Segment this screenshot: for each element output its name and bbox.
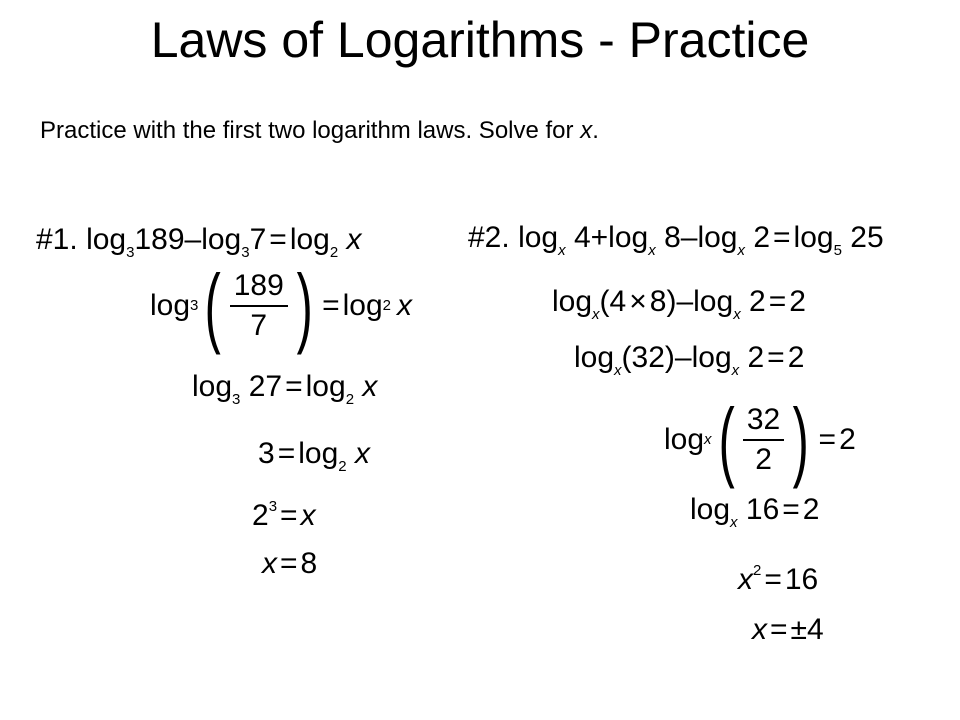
variable: x	[397, 289, 412, 322]
number: 2	[747, 341, 765, 374]
instructions	[40, 113, 599, 149]
instructions-var: x	[580, 117, 593, 144]
plus-sign: +	[590, 221, 609, 254]
equals-sign: =	[269, 223, 287, 256]
base: x	[614, 362, 622, 379]
base: x	[648, 242, 656, 259]
base: 3	[126, 244, 135, 261]
base: 2	[329, 244, 339, 261]
log: log	[664, 423, 705, 456]
equals-sign: =	[767, 341, 785, 374]
base: 3	[241, 244, 250, 261]
base: x	[730, 514, 738, 531]
equals-sign: =	[770, 613, 788, 646]
log: log	[690, 493, 731, 526]
equals-sign: =	[764, 563, 782, 596]
number: 25	[850, 221, 884, 254]
fraction	[230, 267, 288, 345]
log: log	[289, 223, 330, 256]
left-paren: (	[204, 256, 222, 355]
base: 2	[345, 391, 355, 408]
problem-2-line-1	[468, 218, 884, 258]
variable: x	[262, 547, 277, 580]
variable: x	[738, 563, 753, 596]
log: log	[793, 221, 834, 254]
denominator: 2	[755, 443, 772, 476]
variable: x	[354, 437, 370, 470]
number: 27	[248, 370, 283, 403]
denominator: 7	[250, 309, 268, 342]
base: x	[558, 242, 566, 259]
problem-1-line-3	[192, 367, 377, 407]
term: 8)	[649, 285, 677, 318]
log: log	[693, 285, 734, 318]
fraction-group: log 3 ( $\frac{189}{7}$ ) = log 2 x	[150, 256, 412, 355]
minus-sign: –	[184, 223, 202, 256]
exponent: 3	[268, 498, 278, 515]
problem-2-line-6	[738, 560, 818, 600]
numerator: 32	[743, 401, 784, 441]
exponent: 2	[753, 562, 762, 579]
number: 3	[258, 437, 275, 470]
number: 2	[789, 285, 806, 318]
right-paren: )	[792, 390, 809, 489]
equals-sign: =	[285, 370, 303, 403]
base: 3	[232, 391, 241, 408]
number: 8	[300, 547, 318, 580]
equals-sign: =	[322, 289, 340, 322]
log: log	[192, 370, 233, 403]
fraction	[743, 401, 784, 479]
base: x	[737, 242, 745, 259]
left-paren: (	[718, 390, 735, 489]
times-sign: ×	[629, 285, 647, 318]
number: 2	[749, 285, 766, 318]
base: 2	[338, 458, 347, 475]
fraction-group: log x ( $\frac{32}{2}$ ) = 2	[664, 390, 856, 489]
problem-2-line-2	[552, 282, 806, 322]
log: log	[608, 221, 649, 254]
problem-2-line-5	[690, 490, 819, 530]
number: 16	[784, 563, 819, 596]
base: x	[733, 306, 741, 323]
log: log	[691, 341, 732, 374]
number: 4	[573, 221, 591, 254]
number: 2	[802, 493, 820, 526]
problem-1-line-6	[262, 544, 317, 584]
log: log	[201, 223, 242, 256]
equals-sign: =	[773, 221, 791, 254]
variable: x	[346, 223, 362, 256]
numerator: 189	[230, 267, 288, 307]
term: (4	[599, 285, 627, 318]
problem-1-line-5	[252, 496, 316, 536]
instructions-text: Practice with the first two logarithm laws. Solve for	[40, 117, 581, 144]
log: log	[552, 285, 593, 318]
log: log	[305, 370, 346, 403]
equals-sign: =	[768, 285, 787, 318]
base: x	[592, 306, 600, 323]
problem-1-label: #1.	[36, 223, 78, 256]
number: 2	[839, 423, 856, 456]
equals-sign: =	[818, 423, 837, 456]
minus-sign: –	[676, 285, 694, 318]
instructions-end: .	[592, 117, 599, 144]
problem-1-line-4	[258, 434, 370, 474]
number: 189	[134, 223, 185, 256]
log: log	[697, 221, 738, 254]
log: log	[86, 223, 127, 256]
problem-1-line-2	[150, 256, 412, 355]
problem-2-label: #2.	[468, 221, 510, 254]
number: 8	[664, 221, 681, 254]
minus-sign: –	[674, 341, 692, 374]
variable: x	[300, 499, 316, 532]
equals-sign: =	[277, 437, 296, 470]
equals-sign: =	[280, 499, 298, 532]
minus-sign: –	[680, 221, 698, 254]
problem-2-line-4	[664, 390, 856, 489]
problem-2-line-7	[752, 610, 824, 650]
problem-2-line-3	[574, 338, 804, 378]
term: (32)	[621, 341, 675, 374]
equals-sign: =	[280, 547, 298, 580]
number: ±4	[790, 613, 824, 646]
equals-sign: =	[782, 493, 800, 526]
variable: x	[362, 370, 378, 403]
variable: x	[752, 613, 767, 646]
base: x	[731, 362, 740, 379]
number: 2	[787, 341, 805, 374]
right-paren: )	[296, 256, 313, 355]
number: 16	[745, 493, 780, 526]
number: 7	[249, 223, 267, 256]
log: log	[574, 341, 615, 374]
number: 2	[252, 499, 269, 532]
log: log	[298, 437, 339, 470]
log: log	[150, 289, 191, 322]
problem-1-line-1	[36, 220, 362, 260]
page-title: Laws of Logarithms - Practice	[150, 12, 810, 68]
number: 2	[753, 221, 771, 254]
log: log	[342, 289, 383, 322]
log: log	[518, 221, 559, 254]
base: 5	[833, 242, 842, 259]
